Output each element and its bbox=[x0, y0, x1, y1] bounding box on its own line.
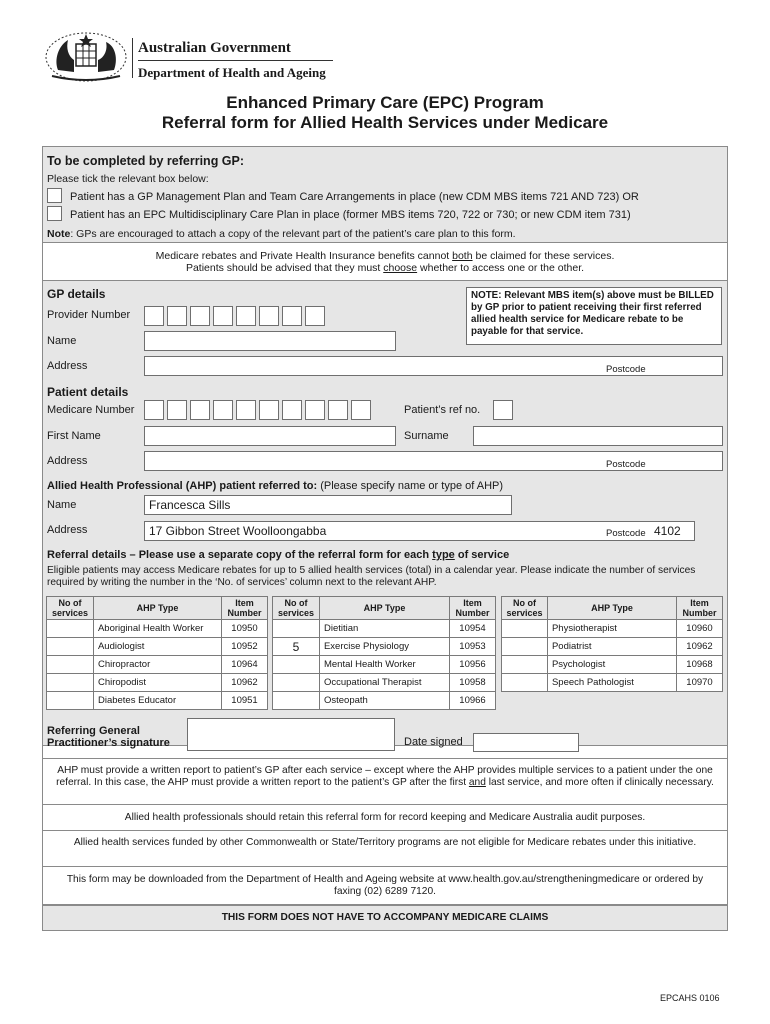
download-notice: This form may be downloaded from the Department of Health and Ageing website at www.health.gov.au/strengtheningmedicare or ordered by faxing (02) 6289 7120. bbox=[42, 867, 728, 905]
ahp-row bbox=[47, 656, 268, 674]
ahp-row bbox=[47, 674, 268, 692]
ahp-row bbox=[47, 638, 268, 656]
dept-name: Department of Health and Ageing bbox=[138, 65, 326, 80]
ahp-type-cell: Diabetes Educator bbox=[93, 692, 221, 710]
ahp-type-cell: Mental Health Worker bbox=[319, 656, 449, 674]
ahp-postcode-value: 4102 bbox=[654, 524, 681, 538]
gp-section-heading: To be completed by referring GP: bbox=[47, 154, 245, 168]
option1-checkbox[interactable] bbox=[47, 188, 62, 203]
item-number-cell: 10968 bbox=[677, 656, 723, 674]
ahp-row bbox=[502, 656, 723, 674]
page-title: Enhanced Primary Care (EPC) Program bbox=[226, 93, 544, 112]
referral-heading-text: Referral details – Please use a separate copy of the referral form for each bbox=[47, 549, 433, 561]
ahp-type-cell: Aboriginal Health Worker bbox=[93, 620, 221, 638]
first-name-label: First Name bbox=[47, 430, 101, 442]
notice-text: be claimed for these services. bbox=[472, 250, 615, 262]
ahp-name-label: Name bbox=[47, 499, 77, 511]
ahp-type-cell: Psychologist bbox=[547, 656, 676, 674]
notice-emphasis: choose bbox=[383, 262, 418, 274]
item-number-cell: 10950 bbox=[222, 620, 268, 638]
ahp-row bbox=[47, 692, 268, 710]
item-number-cell: 10962 bbox=[677, 638, 723, 656]
report-requirement bbox=[42, 758, 728, 805]
medicare-notice bbox=[42, 250, 728, 274]
services-cell[interactable] bbox=[502, 638, 548, 656]
services-cell[interactable] bbox=[502, 656, 548, 674]
gp-postcode-label: Postcode bbox=[606, 364, 646, 375]
gp-note-label: Note bbox=[47, 228, 71, 240]
col-item: Item Number bbox=[222, 597, 268, 620]
ahp-row bbox=[273, 620, 496, 638]
notice-emphasis: both bbox=[452, 250, 473, 262]
ahp-type-cell: Speech Pathologist bbox=[547, 674, 676, 692]
claims-notice: THIS FORM DOES NOT HAVE TO ACCOMPANY MEDICARE CLAIMS bbox=[42, 905, 728, 931]
item-number-cell: 10951 bbox=[222, 692, 268, 710]
gp-note bbox=[47, 228, 516, 240]
services-cell[interactable] bbox=[47, 656, 94, 674]
gp-note-text: : GPs are encouraged to attach a copy of the relevant part of the patient’s care plan to this form. bbox=[70, 228, 516, 240]
referral-heading bbox=[47, 549, 509, 561]
item-number-cell: 10956 bbox=[450, 656, 496, 674]
patient-address-label: Address bbox=[47, 455, 88, 467]
referral-text: Eligible patients may access Medicare rebates for up to 5 allied health services (total) in a calendar year. Please indicate the number of services required by writing the number in the ‘No. of services’ column next to the relevant AHP. bbox=[47, 565, 696, 588]
mbs-note: NOTE: Relevant MBS item(s) above must be BILLED by GP prior to patient receiving their first referred allied health service for Medicare rebate to be payable for that service. bbox=[466, 287, 722, 345]
ahp-heading-note: (Please specify name or type of AHP) bbox=[317, 480, 504, 492]
services-cell[interactable] bbox=[502, 620, 548, 638]
ahp-name-field[interactable] bbox=[144, 495, 512, 515]
services-cell[interactable] bbox=[502, 674, 548, 692]
report-text: AHP must provide a written report to patient’s GP after each service – except where the AHP provides multiple services to a patient under the one referral. In this case, the AHP must provide a written report to the patient’s GP after the first bbox=[56, 765, 713, 788]
col-type: AHP Type bbox=[93, 597, 221, 620]
report-text: last service, and more often if clinically necessary. bbox=[485, 777, 714, 788]
item-number-cell: 10966 bbox=[450, 692, 496, 710]
ahp-type-cell: Audiologist bbox=[93, 638, 221, 656]
surname-field[interactable] bbox=[473, 426, 723, 446]
services-cell[interactable] bbox=[273, 692, 320, 710]
services-cell[interactable] bbox=[273, 620, 320, 638]
ahp-table-3 bbox=[501, 596, 723, 692]
org-name: Australian Government bbox=[138, 40, 291, 56]
services-cell[interactable] bbox=[47, 620, 94, 638]
patient-ref-label: Patient’s ref no. bbox=[404, 404, 481, 416]
coat-of-arms-logo bbox=[44, 30, 128, 84]
patient-postcode-label: Postcode bbox=[606, 459, 646, 470]
services-cell[interactable] bbox=[47, 638, 94, 656]
ahp-type-cell: Osteopath bbox=[319, 692, 449, 710]
signature-label: Referring General Practitioner’s signature bbox=[47, 725, 170, 749]
item-number-cell: 10953 bbox=[450, 638, 496, 656]
services-cell[interactable] bbox=[273, 674, 320, 692]
ahp-row bbox=[47, 620, 268, 638]
notice-text: Patients should be advised that they must bbox=[185, 262, 384, 274]
option2-checkbox[interactable] bbox=[47, 206, 62, 221]
item-number-cell: 10960 bbox=[677, 620, 723, 638]
date-signed-label: Date signed bbox=[404, 736, 463, 748]
ahp-row bbox=[273, 656, 496, 674]
surname-label: Surname bbox=[404, 430, 449, 442]
col-type: AHP Type bbox=[319, 597, 449, 620]
ahp-type-cell: Occupational Therapist bbox=[319, 674, 449, 692]
services-cell[interactable] bbox=[273, 656, 320, 674]
ahp-row bbox=[502, 620, 723, 638]
services-cell[interactable]: 5 bbox=[273, 638, 320, 656]
ahp-address-value: 17 Gibbon Street Woolloongabba bbox=[149, 524, 327, 538]
gp-name-label: Name bbox=[47, 335, 77, 347]
ahp-type-cell: Physiotherapist bbox=[547, 620, 676, 638]
col-services: No of services bbox=[502, 597, 548, 620]
notice-text: Medicare rebates and Private Health Insurance benefits cannot bbox=[155, 250, 453, 262]
ahp-postcode-label: Postcode bbox=[606, 528, 646, 539]
first-name-field[interactable] bbox=[144, 426, 396, 446]
item-number-cell: 10958 bbox=[450, 674, 496, 692]
referral-heading-text: of service bbox=[454, 549, 510, 561]
funded-notice: Allied health services funded by other Commonwealth or State/Territory programs are not eligible for Medicare rebates under this initiative. bbox=[42, 831, 728, 867]
ahp-table-2 bbox=[272, 596, 496, 710]
ahp-type-cell: Chiropodist bbox=[93, 674, 221, 692]
ahp-row bbox=[273, 638, 496, 656]
col-item: Item Number bbox=[450, 597, 496, 620]
ahp-row bbox=[273, 692, 496, 710]
patient-details-heading: Patient details bbox=[47, 385, 129, 399]
ahp-row bbox=[273, 674, 496, 692]
ahp-type-cell: Podiatrist bbox=[547, 638, 676, 656]
signature-field[interactable] bbox=[187, 718, 395, 751]
ahp-type-cell: Exercise Physiology bbox=[319, 638, 449, 656]
page-subtitle: Referral form for Allied Health Services under Medicare bbox=[161, 113, 609, 132]
gp-instruction: Please tick the relevant box below: bbox=[47, 173, 209, 185]
item-number-cell: 10954 bbox=[450, 620, 496, 638]
gp-address-label: Address bbox=[47, 360, 88, 372]
notice-text: whether to access one or the other. bbox=[417, 262, 585, 274]
ahp-row bbox=[502, 674, 723, 692]
ahp-address-label: Address bbox=[47, 524, 88, 536]
referral-heading-emphasis: type bbox=[432, 549, 455, 561]
option1-label: Patient has a GP Management Plan and Team Care Arrangements in place (new CDM MBS items 721 AND 723) OR bbox=[70, 191, 639, 203]
retain-notice: Allied health professionals should retain this referral form for record keeping and Medicare Australia audit purposes. bbox=[42, 805, 728, 831]
patient-ref-field[interactable] bbox=[493, 400, 513, 420]
report-emphasis: and bbox=[468, 777, 486, 788]
col-services: No of services bbox=[47, 597, 94, 620]
ahp-name-value: Francesca Sills bbox=[149, 498, 231, 512]
item-number-cell: 10952 bbox=[222, 638, 268, 656]
col-type: AHP Type bbox=[547, 597, 676, 620]
ahp-table-1 bbox=[46, 596, 268, 710]
ahp-row bbox=[502, 638, 723, 656]
date-signed-field[interactable] bbox=[473, 733, 579, 752]
option2-label: Patient has an EPC Multidisciplinary Care Plan in place (former MBS items 720, 722 or 730; or new CDM item 731) bbox=[70, 209, 631, 221]
item-number-cell: 10962 bbox=[222, 674, 268, 692]
form-code: EPCAHS 0106 bbox=[660, 993, 720, 1003]
ahp-heading bbox=[47, 480, 503, 492]
item-number-cell: 10970 bbox=[677, 674, 723, 692]
ahp-type-cell: Chiropractor bbox=[93, 656, 221, 674]
services-cell[interactable] bbox=[47, 674, 94, 692]
gp-details-heading: GP details bbox=[47, 287, 106, 301]
medicare-number-label: Medicare Number bbox=[47, 404, 135, 416]
ahp-type-cell: Dietitian bbox=[319, 620, 449, 638]
col-item: Item Number bbox=[677, 597, 723, 620]
gp-name-field[interactable] bbox=[144, 331, 396, 351]
col-services: No of services bbox=[273, 597, 320, 620]
services-cell[interactable] bbox=[47, 692, 94, 710]
item-number-cell: 10964 bbox=[222, 656, 268, 674]
provider-number-label: Provider Number bbox=[47, 309, 131, 321]
ahp-heading-bold: Allied Health Professional (AHP) patient referred to: bbox=[47, 480, 318, 492]
